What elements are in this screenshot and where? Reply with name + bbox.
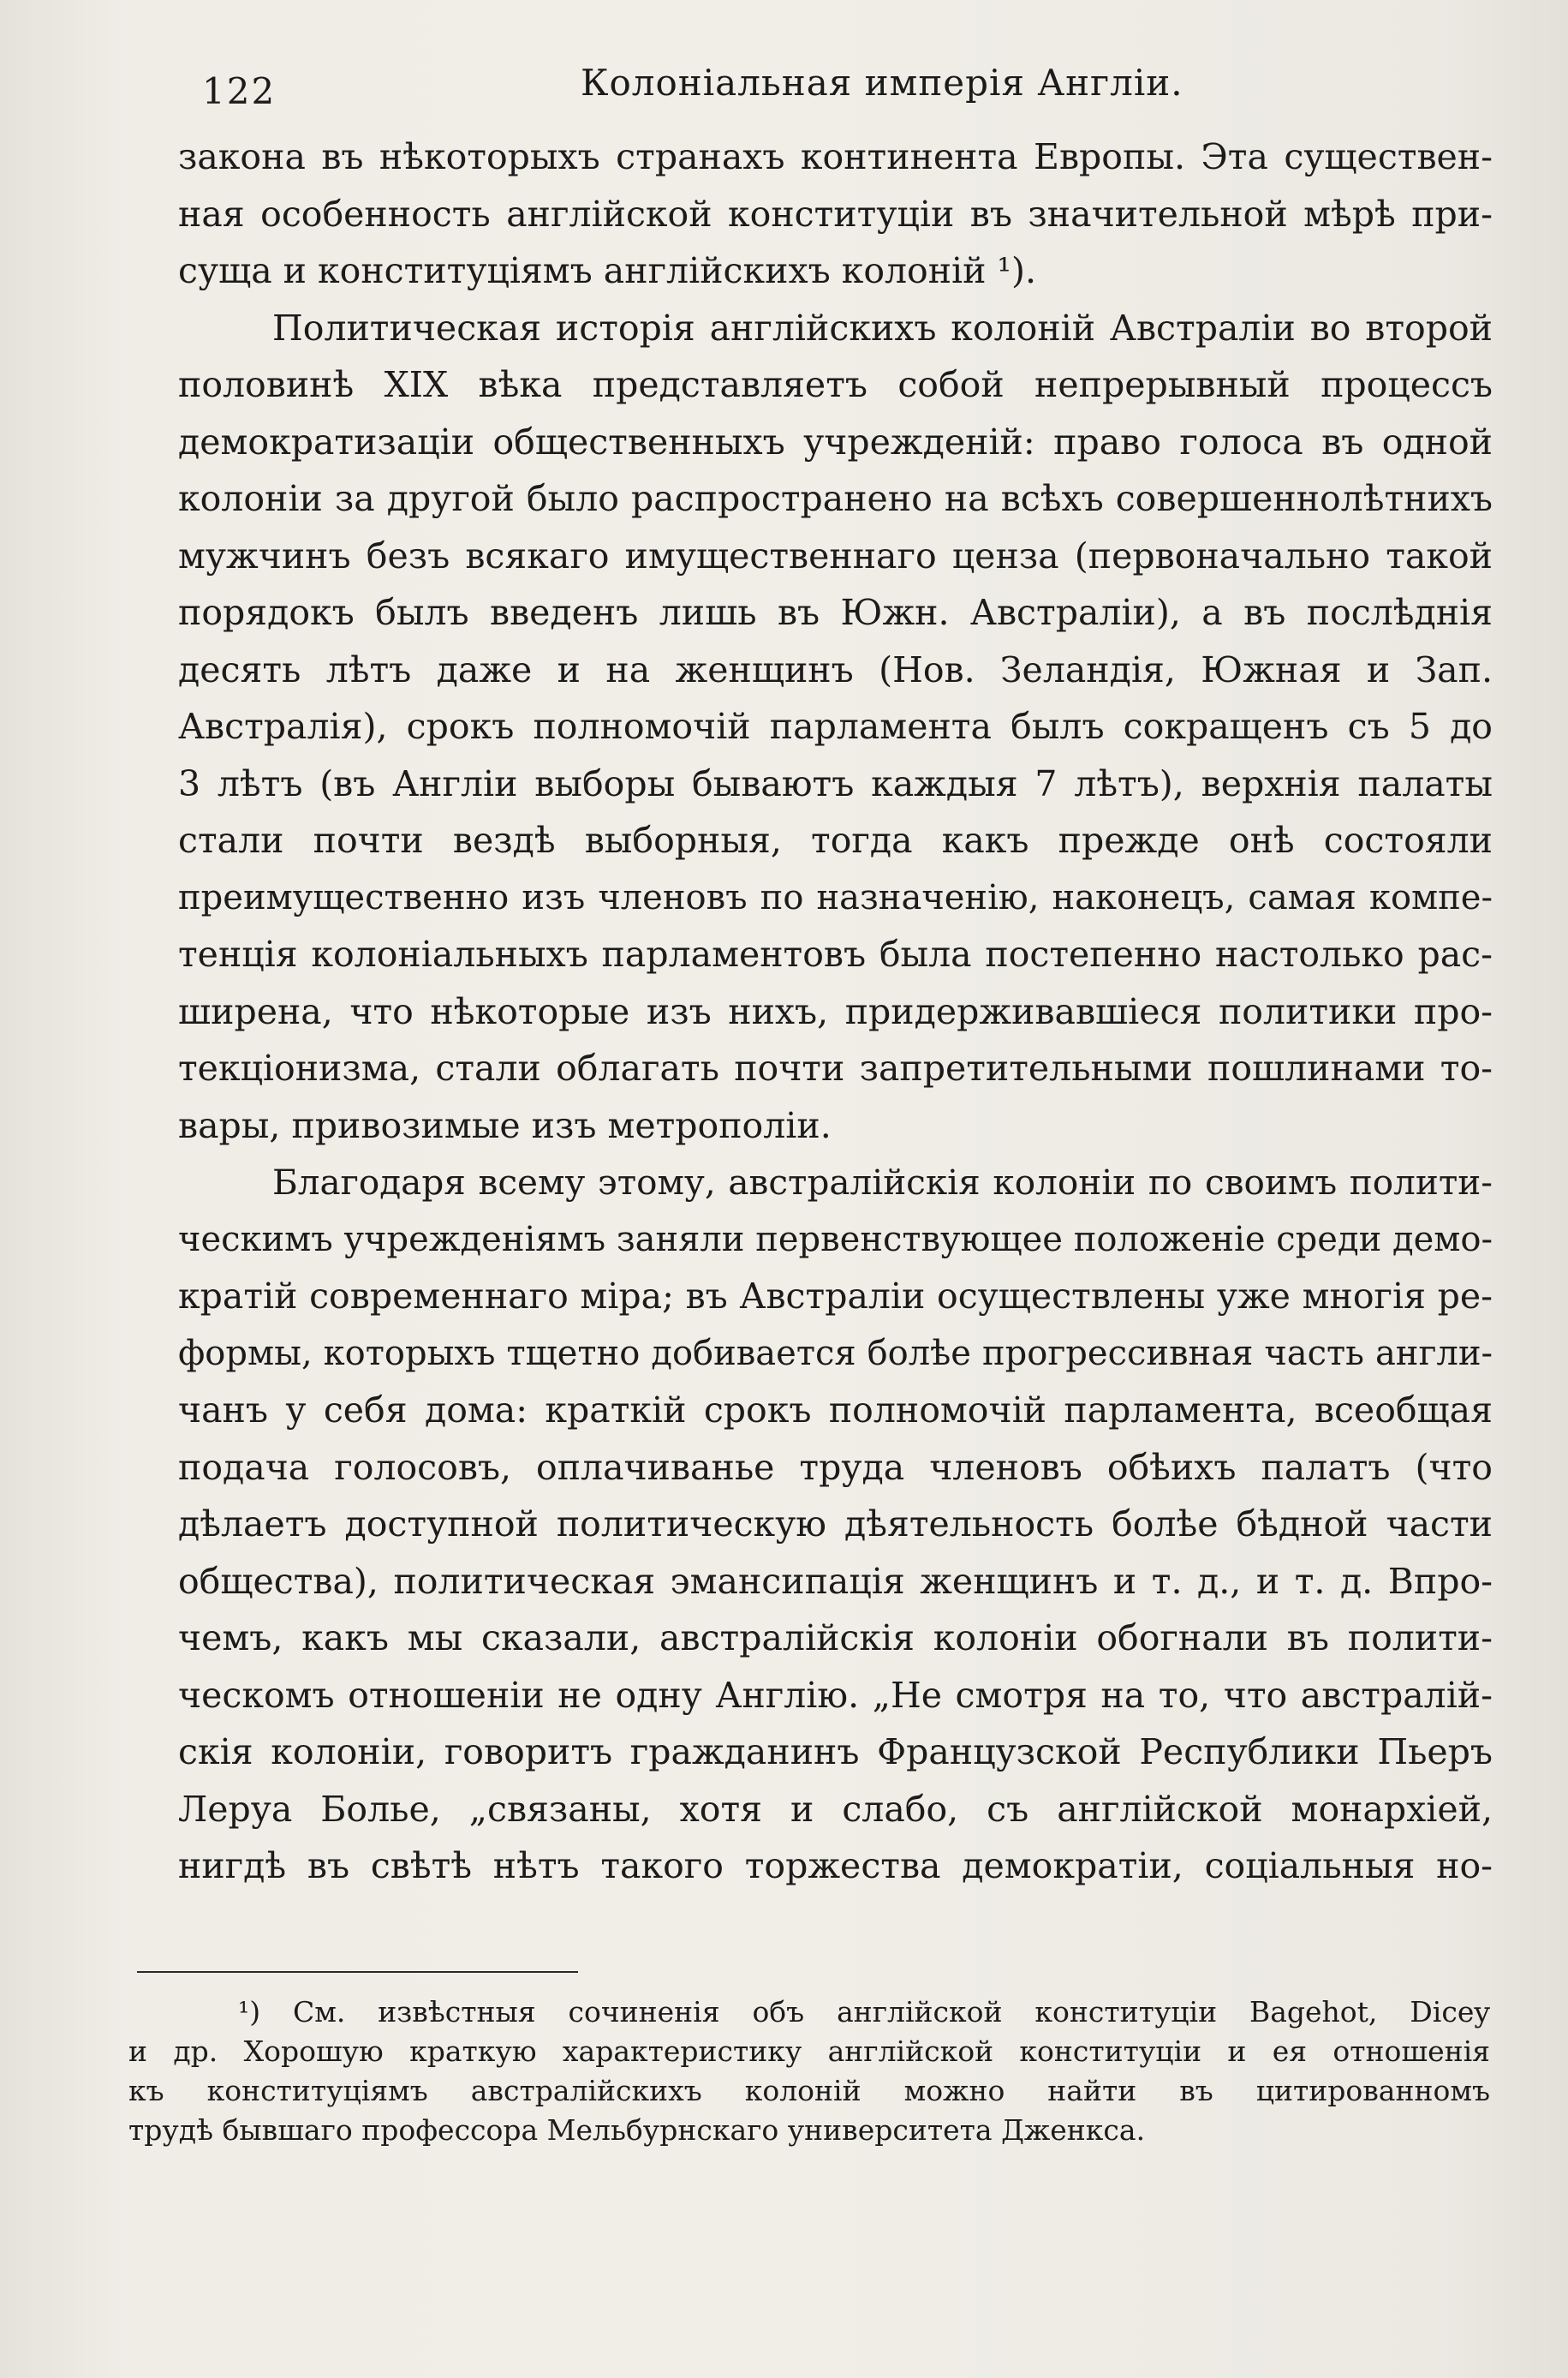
page-number: 122 [202, 70, 277, 112]
text-line: дѣлаетъ доступной политическую дѣятельность болѣе бѣдной части [178, 1503, 1493, 1545]
text-line: ческомъ отношеніи не одну Англію. „Не смотря на то, что австралій- [178, 1674, 1493, 1716]
text-line: Политическая исторія англійскихъ колоній Австраліи во второй [272, 307, 1493, 349]
paragraph-2 [178, 300, 1493, 1155]
footnotes [128, 1993, 1490, 2150]
footnote-line: трудѣ бывшаго профессора Мельбурнскаго университета Дженкса. [128, 2113, 1146, 2147]
text-line: порядокъ былъ введенъ лишь въ Южн. Австраліи), а въ послѣднія [178, 592, 1493, 633]
running-title: Колоніальная имперія Англіи. [581, 62, 1183, 104]
text-line: ная особенность англійской конституціи въ значительной мѣрѣ при- [178, 193, 1493, 235]
text-line: закона въ нѣкоторыхъ странахъ континента Европы. Эта существен- [178, 136, 1493, 177]
paragraph-3 [178, 1154, 1493, 1895]
text-line: 3 лѣтъ (въ Англіи выборы бываютъ каждыя 7 лѣтъ), верхнія палаты [178, 762, 1493, 804]
footnote-line: къ конституціямъ австралійскихъ колоній можно найти въ цитированномъ [128, 2074, 1490, 2107]
text-line: текціонизма, стали облагать почти запретительными пошлинами то- [178, 1048, 1493, 1089]
text-line: ческимъ учрежденіямъ заняли первенствующее положеніе среди демо- [178, 1219, 1493, 1259]
text-line: скія колоніи, говоритъ гражданинъ Французской Республики Пьеръ [178, 1731, 1493, 1772]
text-line: подача голосовъ, оплачиванье труда членовъ обѣихъ палатъ (что [178, 1446, 1493, 1488]
body-text [178, 128, 1493, 1895]
footnote-line: и др. Хорошую краткую характеристику англійской конституціи и ея отношенія [128, 2034, 1490, 2068]
text-line: преимущественно изъ членовъ по назначенію, наконецъ, самая компе- [178, 877, 1493, 917]
paragraph-1 [178, 128, 1493, 300]
text-line: мужчинъ безъ всякаго имущественнаго ценза (первоначально такой [178, 535, 1493, 577]
text-line: кратій современнаго міра; въ Австраліи осуществлены уже многія ре- [178, 1276, 1493, 1317]
text-line: нигдѣ въ свѣтѣ нѣтъ такого торжества демократіи, соціальныя но- [178, 1845, 1493, 1886]
page-header [202, 62, 1487, 122]
text-line: вары, привозимые изъ метрополіи. [178, 1104, 832, 1146]
text-line: стали почти вездѣ выборныя, тогда какъ прежде онѣ состояли [178, 820, 1493, 861]
text-line: тенція колоніальныхъ парламентовъ была постепенно настолько рас- [178, 934, 1493, 975]
text-line: общества), политическая эмансипація женщинъ и т. д., и т. д. Впро- [178, 1560, 1493, 1602]
text-line: суща и конституціямъ англійскихъ колоній ¹). [178, 250, 1036, 291]
text-line: колоніи за другой было распространено на всѣхъ совершеннолѣтнихъ [178, 478, 1493, 519]
text-line: чанъ у себя дома: краткій срокъ полномочій парламента, всеобщая [178, 1389, 1493, 1431]
text-line: Благодаря всему этому, австралійскія колоніи по своимъ полити- [272, 1162, 1493, 1203]
footnote-rule [137, 1971, 578, 1973]
text-line: десять лѣтъ даже и на женщинъ (Нов. Зеландія, Южная и Зап. [178, 648, 1493, 690]
text-line: демократизаціи общественныхъ учрежденій: право голоса въ одной [178, 421, 1493, 463]
footnote-line: ¹) См. извѣстныя сочиненія объ англійской конституціи Bagehot, Dicey [238, 1995, 1490, 2028]
text-line: Леруа Болье, „связаны, хотя и слабо, съ англійской монархіей, [178, 1788, 1493, 1830]
text-line: чемъ, какъ мы сказали, австралійскія колоніи обогнали въ полити- [178, 1617, 1493, 1658]
text-line: половинѣ XIX вѣка представляетъ собой непрерывный процессъ [178, 364, 1493, 405]
text-line: формы, которыхъ тщетно добивается болѣе прогрессивная часть англи- [178, 1333, 1493, 1373]
text-line: ширена, что нѣкоторые изъ нихъ, придерживавшіеся политики про- [178, 990, 1493, 1032]
text-line: Австралія), срокъ полномочій парламента былъ сокращенъ съ 5 до [178, 706, 1493, 747]
